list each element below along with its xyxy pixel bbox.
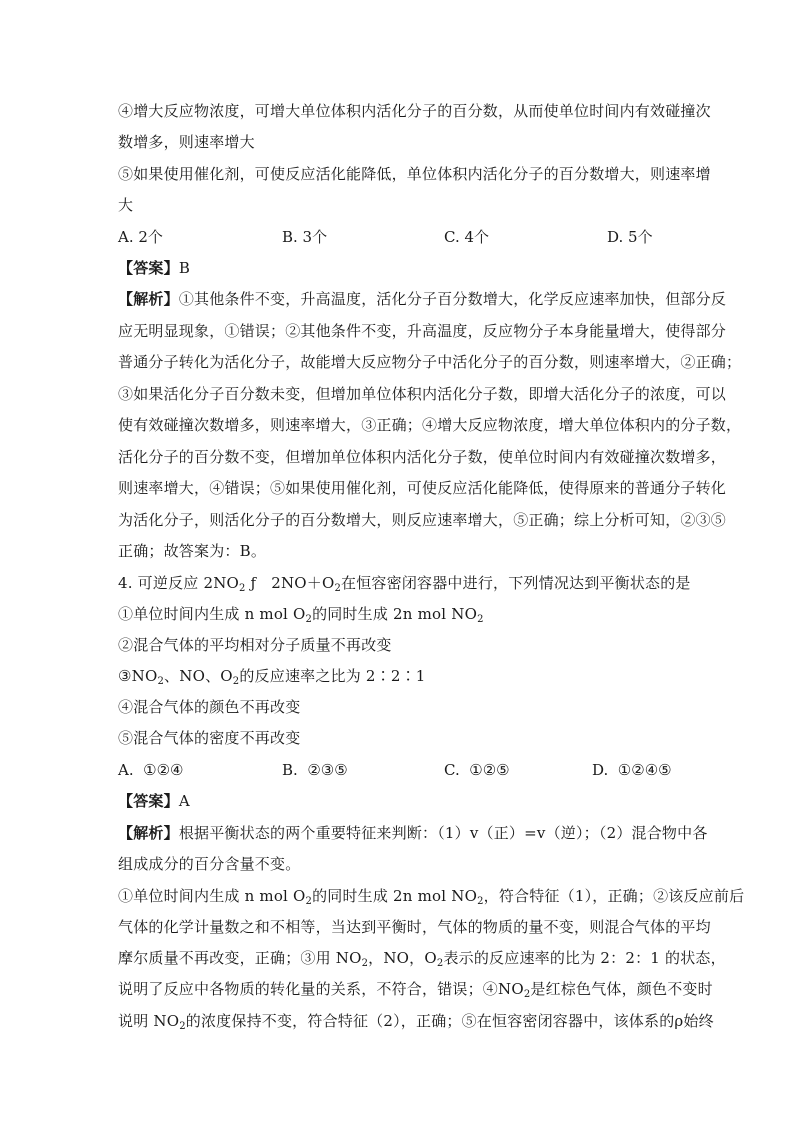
analysis-label: 【解析】 — [118, 290, 179, 308]
q4-answer — [118, 791, 688, 811]
q4-analysis-line-5: 摩尔质量不再改变，正确；③用 $NO_2$，NO，$O_2$表示的反应速率的比为 2：2：1 的状态， — [118, 949, 726, 969]
q4-statement-4: ④混合气体的颜色不再改变 — [118, 698, 301, 716]
q4-option-c: C. ①②⑤ — [444, 761, 510, 779]
q3-statement-5-line1: ⑤如果使用催化剂，可使反应活化能降低，单位体积内活化分子的百分数增大，则速率增 — [118, 165, 711, 183]
q3-analysis-line-5: 使有效碰撞次数增多，则速率增大，③正确；④增大反应物浓度，增大单位体积内的分子数， — [118, 416, 742, 434]
q3-analysis-line-1 — [118, 289, 727, 309]
q4-analysis-line-7: 说明 $NO_2$的浓度保持不变，符合特征（2），正确；⑤在恒容密闭容器中，该体系的ρ始终 — [118, 1012, 714, 1032]
q4-option-a: A. ①②④ — [118, 761, 184, 779]
q3-analysis-line-4: ③如果活化分子百分数未变，但增加单位体积内活化分子数，即增大活化分子的浓度，可以 — [118, 385, 727, 403]
analysis-text: 根据平衡状态的两个重要特征来判断：（1）v（正）=v（逆）；（2）混合物中各 — [178, 824, 708, 842]
q4-statement-1: ①单位时间内生成 n mol $O_2$的同时生成 2n mol $NO_2$ — [118, 605, 484, 625]
q4-statement-2: ②混合气体的平均相对分子质量不再改变 — [118, 636, 392, 654]
answer-label: 【答案】 — [118, 792, 179, 810]
q4-stem: 4. 可逆反应 $2NO_2$ ƒ $2NO+O_2$在恒容密闭容器中进行，下列情况达到平衡状态的是 — [118, 574, 691, 594]
analysis-text: ①其他条件不变，升高温度，活化分子百分数增大，化学反应速率加快，但部分反 — [178, 290, 727, 308]
q3-statement-4-line1: ④增大反应物浓度，可增大单位体积内活化分子的百分数，从而使单位时间内有效碰撞次 — [118, 102, 711, 120]
q3-option-b: B. 3个 — [282, 228, 328, 246]
q4-analysis-line-1 — [118, 823, 708, 843]
q4-analysis-line-2: 组成成分的百分含量不变。 — [118, 855, 301, 873]
q3-option-c: C. 4个 — [444, 228, 490, 246]
q3-analysis-line-6: 活化分子的百分数不变，但增加单位体积内活化分子数，使单位时间内有效碰撞次数增多， — [118, 448, 727, 466]
analysis-label: 【解析】 — [118, 824, 179, 842]
q3-option-d: D. 5个 — [607, 228, 653, 246]
q3-analysis-line-2: 应无明显现象，①错误；②其他条件不变，升高温度，反应物分子本身能量增大，使得部分 — [118, 322, 727, 340]
q3-statement-4-line2: 数增多，则速率增大 — [118, 133, 255, 151]
q3-answer — [118, 258, 688, 278]
q4-statement-5: ⑤混合气体的密度不再改变 — [118, 729, 301, 747]
q4-statement-3: $③NO_2$、NO、$O_2$的反应速率之比为 2∶2∶1 — [118, 667, 426, 687]
q3-analysis-line-9: 正确；故答案为：B。 — [118, 542, 267, 560]
q4-analysis-line-4: 气体的化学计量数之和不相等，当达到平衡时，气体的物质的量不变，则混合气体的平均 — [118, 918, 711, 936]
q4-option-b: B. ②③⑤ — [282, 761, 348, 779]
answer-value: A — [178, 792, 190, 810]
q3-analysis-line-7: 则速率增大，④错误；⑤如果使用催化剂，可使反应活化能降低，使得原来的普通分子转化 — [118, 479, 727, 497]
q3-statement-5-line2: 大 — [118, 196, 134, 214]
answer-value: B — [178, 259, 191, 277]
q4-analysis-line-3: ①单位时间内生成 n mol $O_2$的同时生成 2n mol $NO_2$，符合特征（1），正确；②该反应前后 — [118, 887, 745, 907]
q3-option-a: A. 2个 — [118, 228, 163, 246]
q3-analysis-line-3: 普通分子转化为活化分子，故能增大反应物分子中活化分子的百分数，则速率增大，②正确； — [118, 353, 742, 371]
q3-analysis-line-8: 为活化分子，则活化分子的百分数增大，则反应速率增大，⑤正确；综上分析可知，②③⑤ — [118, 511, 727, 529]
q4-analysis-line-6: 说明了反应中各物质的转化量的关系，不符合，错误；$④NO_2$是红棕色气体，颜色不变时 — [118, 980, 713, 1000]
answer-label: 【答案】 — [118, 259, 179, 277]
q4-option-d: D. ①②④⑤ — [592, 761, 672, 779]
